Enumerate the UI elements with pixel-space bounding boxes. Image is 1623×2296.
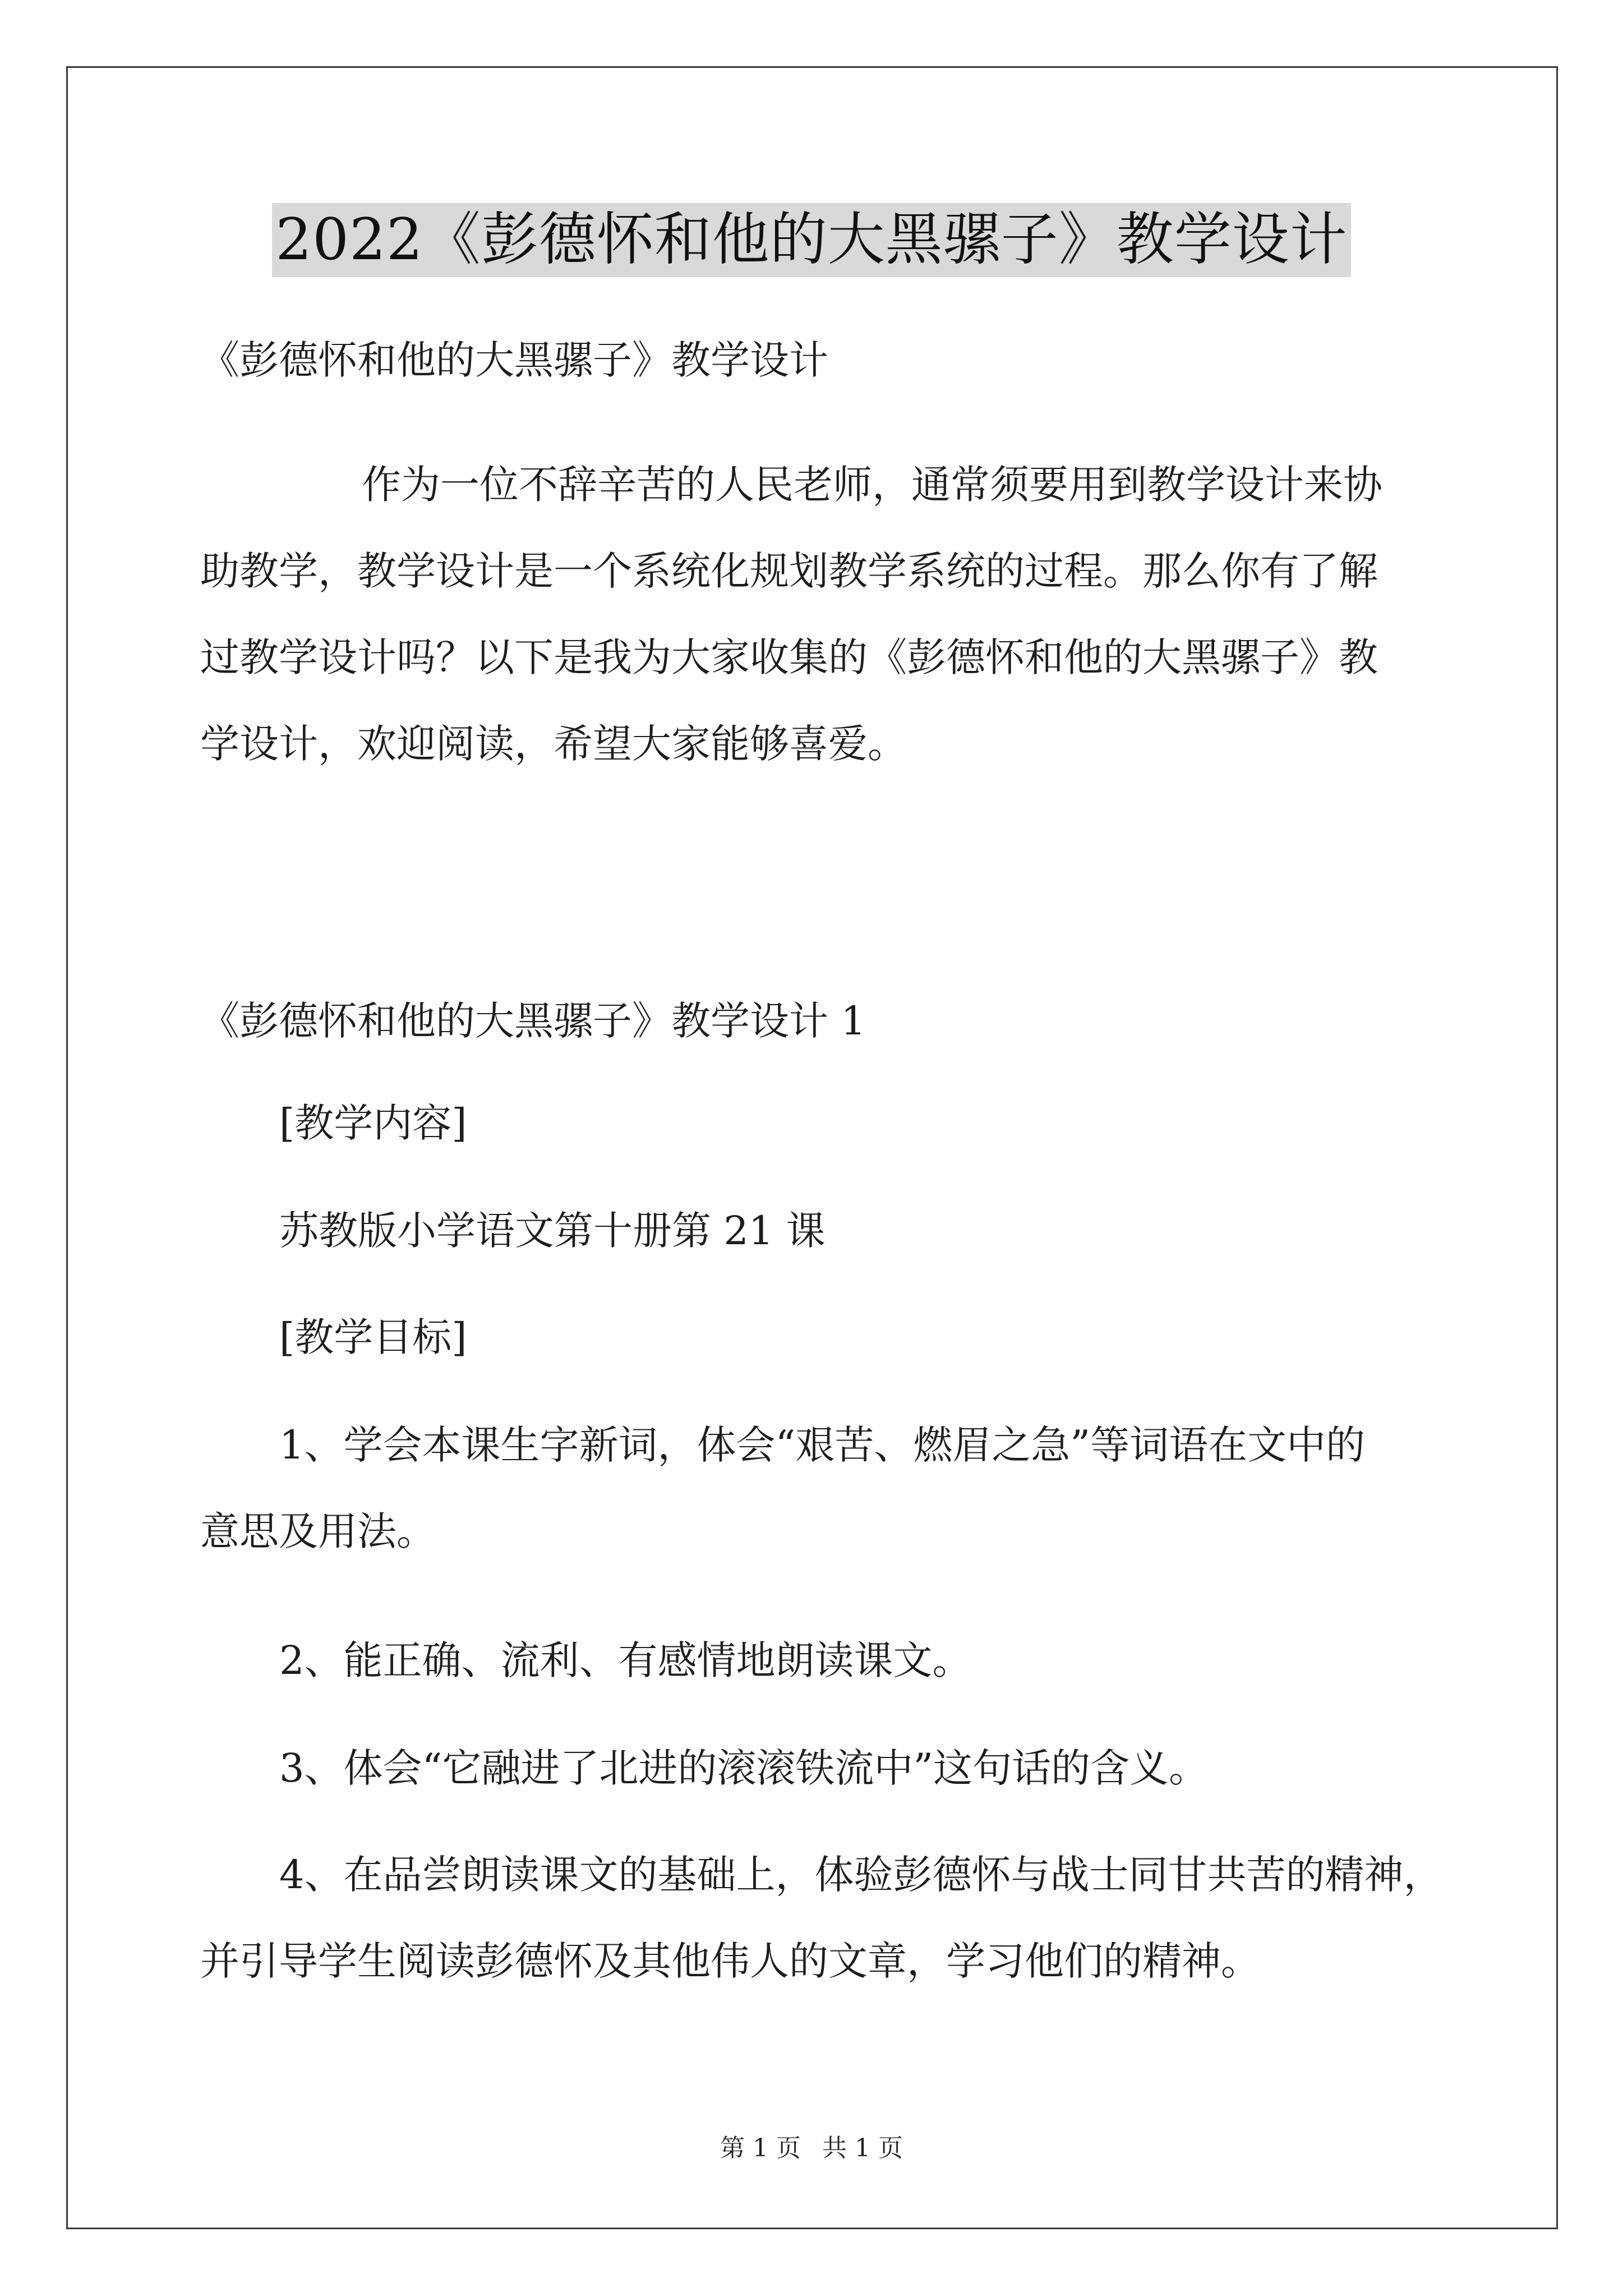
section-heading: 《彭德怀和他的大黑骡子》教学设计 1 (200, 998, 866, 1044)
content-label: [教学内容] (279, 1100, 467, 1146)
goal-4-line: 并引导学生阅读彭德怀及其他伟人的文章，学习他们的精神。 (200, 1938, 1260, 1984)
goal-4 (200, 1848, 1443, 1988)
document-subtitle: 《彭德怀和他的大黑骡子》教学设计 (200, 337, 828, 383)
goal-3: 3、体会“它融进了北进的滚滚铁流中”这句话的含义。 (279, 1745, 1209, 1791)
content-text: 苏教版小学语文第十册第 21 课 (279, 1208, 826, 1254)
goal-1 (200, 1418, 1428, 1558)
goals-label: [教学目标] (279, 1314, 467, 1360)
intro-line: 过教学设计吗？以下是我为大家收集的《彭德怀和他的大黑骡子》教 (200, 634, 1378, 680)
goal-1-line: 意思及用法。 (200, 1508, 436, 1554)
goal-1-line: 1、学会本课生字新词，体会“艰苦、燃眉之急”等词语在文中的 (279, 1422, 1366, 1468)
intro-line: 学设计，欢迎阅读，希望大家能够喜爱。 (200, 721, 907, 767)
document-title: 2022《彭德怀和他的大黑骡子》教学设计 (272, 203, 1351, 277)
title-container (0, 203, 1623, 277)
goal-4-line: 4、在品尝朗读课文的基础上，体验彭德怀与战士同甘共苦的精神， (279, 1852, 1443, 1898)
page-total: 共 1 页 (822, 2134, 903, 2162)
intro-line: 作为一位不辞辛苦的人民老师，通常须要用到教学设计来协 (362, 462, 1382, 508)
intro-line: 助教学，教学设计是一个系统化规划教学系统的过程。那么你有了解 (200, 548, 1378, 594)
goal-2: 2、能正确、流利、有感情地朗读课文。 (279, 1637, 972, 1683)
page-number: 第 1 页 (720, 2134, 801, 2162)
page-footer (0, 2132, 1623, 2165)
intro-paragraph (200, 458, 1428, 771)
